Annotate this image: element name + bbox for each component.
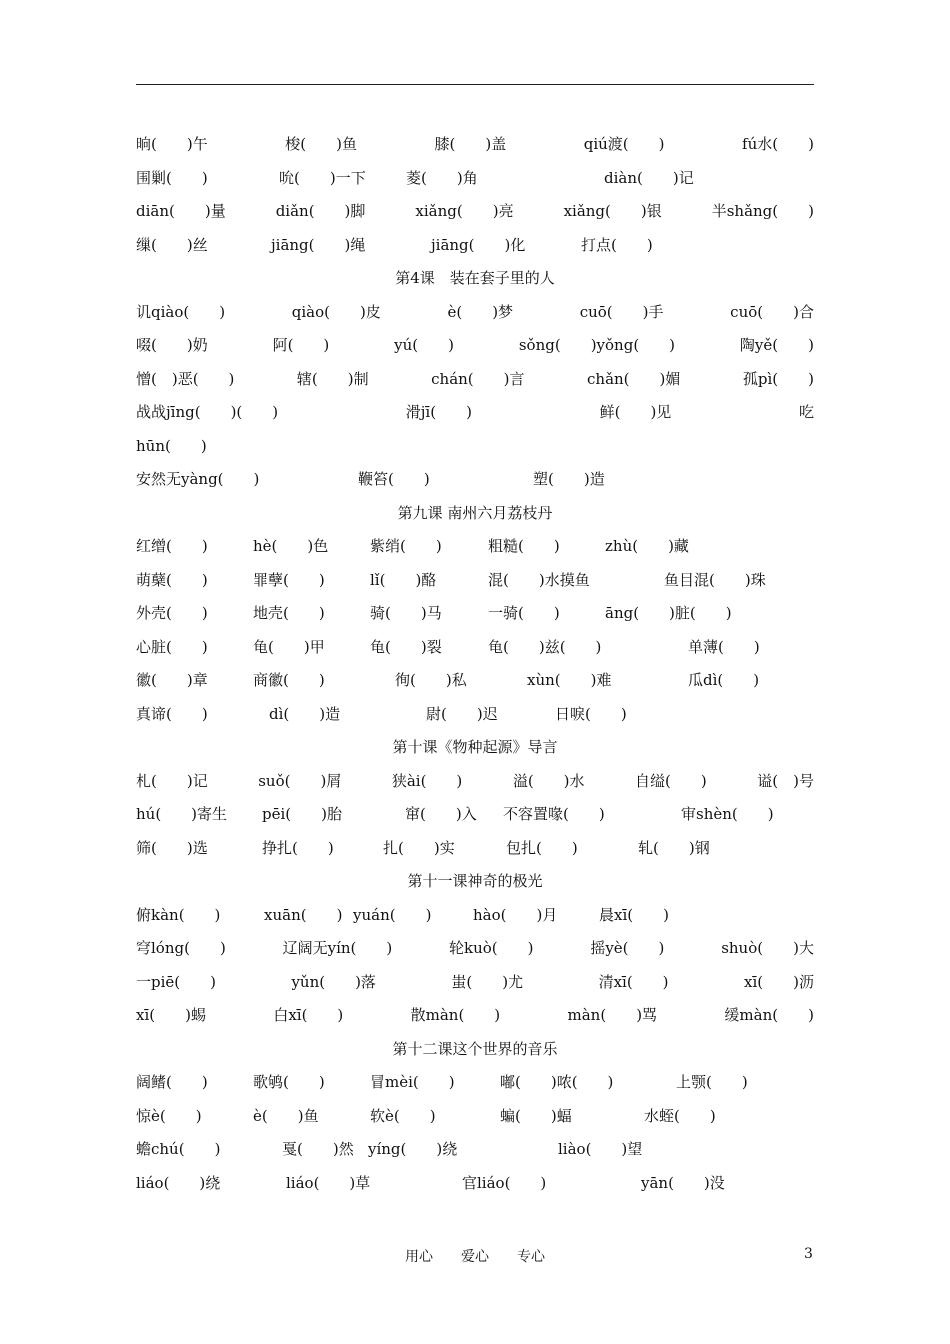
- vocab-row: [136, 1100, 814, 1134]
- vocab-item: 打点( ): [581, 235, 653, 254]
- vocab-item: màn( )骂: [567, 1006, 658, 1024]
- vocab-item: è( )鱼: [253, 1106, 319, 1125]
- vocab-item: liào( )望: [558, 1140, 643, 1158]
- vocab-item: 嘟( )哝( ): [500, 1073, 614, 1091]
- vocab-row: [136, 564, 814, 598]
- vocab-item: sǒng( )yǒng( ): [518, 336, 676, 354]
- vocab-item: fú水( ): [742, 135, 814, 153]
- vocab-item: 谥( )号: [757, 771, 814, 790]
- vocab-item: 龟( )裂: [370, 637, 442, 656]
- vocab-item: 围剿( ): [136, 168, 208, 187]
- vocab-item: zhù( )藏: [605, 537, 689, 555]
- vocab-item: 菱( )角: [406, 168, 478, 187]
- vocab-item: 地壳( ): [253, 604, 325, 622]
- vocab-item: 鞭笞( ): [358, 470, 430, 488]
- vocab-item: 啜( )奶: [136, 336, 208, 354]
- vocab-item: hào( )月: [473, 905, 558, 924]
- vocab-item: chán( )言: [431, 369, 525, 388]
- vocab-item: 战战jīng( )( ): [136, 403, 279, 421]
- vocab-item: diàn( )记: [604, 168, 694, 187]
- vocab-item: 溢( )水: [512, 771, 585, 790]
- vocab-item: 瓜dì( ): [688, 671, 760, 689]
- header-rule: [136, 84, 814, 85]
- vocab-item: xùn( )难: [527, 671, 612, 689]
- vocab-item: 轮kuò( ): [449, 939, 534, 957]
- vocab-row: [136, 999, 814, 1033]
- vocab-item: 歌鸲( ): [253, 1073, 325, 1091]
- vocab-item: 蟾chú( ): [136, 1140, 221, 1158]
- lesson-heading: 第十课《物种起源》导言: [392, 738, 558, 756]
- vocab-item: 孤pì( ): [742, 369, 814, 388]
- lesson-heading: 第十一课神奇的极光: [407, 872, 543, 890]
- vocab-item: 札( )记: [136, 771, 208, 790]
- vocab-item: jiāng( )绳: [271, 235, 366, 254]
- vocab-item: 挣扎( ): [262, 838, 334, 857]
- vocab-row: [136, 296, 814, 330]
- vocab-item: 红缯( ): [136, 537, 208, 555]
- vocab-item: 摇yè( ): [590, 939, 665, 957]
- vocab-item: 上颚( ): [676, 1073, 748, 1091]
- vocab-row: [136, 1167, 814, 1201]
- vocab-item: 龟( )兹( ): [488, 637, 602, 656]
- vocab-item: è( )梦: [447, 302, 514, 321]
- vocab-item: 讥qiào( ): [136, 302, 226, 321]
- vocab-item: 单薄( ): [688, 637, 760, 656]
- vocab-row: [136, 631, 814, 665]
- vocab-item: suǒ( )屑: [258, 771, 342, 790]
- vocab-item: 吃: [798, 403, 814, 421]
- vocab-item: 尉( )迟: [426, 704, 498, 723]
- vocab-item: 混( )水摸鱼: [488, 570, 590, 589]
- vocab-item: 辽阔无yín( ): [282, 939, 393, 957]
- vocab-item: 梭( )鱼: [285, 135, 357, 153]
- vocab-item: shuò( )大: [721, 939, 814, 957]
- vocab-row: [136, 430, 814, 464]
- vocab-item: yān( )没: [641, 1173, 725, 1192]
- vocab-item: 缫( )丝: [136, 235, 208, 254]
- vocab-item: 粗糙( ): [488, 537, 560, 555]
- vocab-row: [136, 530, 814, 564]
- vocab-row: [136, 966, 814, 1000]
- vocab-row: [136, 1066, 814, 1100]
- vocab-item: 不容置喙( ): [503, 805, 605, 823]
- vocab-item: xī( )沥: [743, 972, 814, 991]
- vocab-item: 阿( ): [272, 336, 330, 354]
- vocab-item: 蝙( )蝠: [500, 1106, 572, 1125]
- vocab-item: xiǎng( )银: [563, 202, 662, 220]
- vocab-item: 窜( )入: [405, 805, 477, 823]
- vocab-row: [136, 765, 814, 799]
- vocab-item: 萌蘖( ): [136, 570, 208, 589]
- vocab-item: hūn( ): [136, 436, 207, 455]
- vocab-row: [136, 128, 814, 162]
- vocab-item: 戛( )然: [282, 1140, 354, 1158]
- vocab-item: 商徽( ): [253, 671, 325, 689]
- vocab-item: 穹lóng( ): [136, 939, 226, 957]
- vocab-item: cuō( )手: [579, 302, 664, 321]
- vocab-item: 扎( )实: [383, 838, 455, 857]
- vocab-item: 惊è( ): [136, 1106, 202, 1125]
- footer-motto: 用心 爱心 专心: [405, 1249, 545, 1265]
- lesson-heading: 第4课 装在套子里的人: [395, 269, 555, 287]
- vocab-item: 白xī( ): [273, 1006, 344, 1024]
- vocab-item: 一piē( ): [136, 972, 216, 991]
- vocab-item: yú( ): [394, 336, 454, 354]
- page-number: 3: [804, 1246, 813, 1262]
- lesson-heading: 第十二课这个世界的音乐: [392, 1039, 558, 1058]
- vocab-item: 心脏( ): [136, 637, 208, 656]
- vocab-item: 徇( )私: [395, 671, 467, 689]
- vocab-item: qiú渡( ): [583, 135, 665, 153]
- vocab-item: 辖( )制: [296, 369, 369, 388]
- vocab-item: 真谛( ): [136, 704, 208, 723]
- vocab-item: 塑( )造: [533, 470, 605, 488]
- vocab-item: 安然无yàng( ): [136, 470, 260, 488]
- vocab-row: [136, 195, 814, 229]
- vocab-item: xiǎng( )亮: [415, 202, 514, 220]
- vocab-row: [136, 698, 814, 732]
- vocab-row: [136, 162, 814, 196]
- vocab-item: xī( )蜴: [136, 1006, 206, 1024]
- vocab-item: 半shǎng( ): [711, 202, 814, 220]
- vocab-item: 冒mèi( ): [370, 1073, 455, 1091]
- vocab-item: qiào( )皮: [291, 302, 381, 321]
- vocab-item: 轧( )钢: [638, 838, 710, 857]
- vocab-row: [136, 363, 814, 397]
- vocab-item: 蚩( )尤: [451, 972, 524, 991]
- vocab-item: 陶yě( ): [739, 336, 814, 354]
- vocab-item: 憎( )恶( ): [136, 369, 235, 388]
- vocab-item: 鱼目混( )珠: [664, 570, 766, 589]
- vocab-item: cuō( )合: [730, 302, 814, 321]
- vocab-item: 外壳( ): [136, 604, 208, 622]
- vocab-row: [136, 396, 814, 430]
- vocab-item: 狭ài( ): [391, 771, 463, 790]
- vocab-item: 审shèn( ): [681, 805, 774, 823]
- vocab-item: liáo( )草: [286, 1173, 371, 1192]
- vocab-row: [136, 664, 814, 698]
- vocab-item: 包扎( ): [506, 838, 578, 857]
- vocab-item: 晌( )午: [136, 135, 208, 153]
- vocab-item: pēi( )胎: [262, 805, 342, 823]
- vocab-item: 软è( ): [370, 1106, 436, 1125]
- vocab-item: liáo( )绕: [136, 1173, 221, 1192]
- vocab-item: 膝( )盖: [434, 135, 507, 153]
- vocab-item: yuán( ): [353, 905, 432, 924]
- vocab-item: hú( )寄生: [136, 805, 228, 823]
- vocab-row: [136, 229, 814, 263]
- vocab-item: lǐ( )酪: [370, 570, 437, 589]
- vocab-item: 吮( )一下: [279, 168, 366, 187]
- vocab-item: 徽( )章: [136, 671, 208, 689]
- vocab-row: [136, 899, 814, 933]
- vocab-row: [136, 597, 814, 631]
- vocab-item: 滑jī( ): [405, 403, 472, 421]
- vocab-item: 阔鳍( ): [136, 1073, 208, 1091]
- vocab-row: [136, 329, 814, 363]
- vocab-item: 鲜( )见: [599, 403, 672, 421]
- lesson-heading: 第九课 南州六月荔枝丹: [397, 503, 553, 522]
- vocab-item: hè( )色: [253, 537, 329, 555]
- vocab-row: [136, 463, 814, 497]
- vocab-item: 罪孽( ): [253, 570, 325, 589]
- vocab-item: āng( )脏( ): [605, 604, 732, 622]
- vocab-item: 日唳( ): [555, 704, 627, 723]
- vocab-item: chǎn( )媚: [587, 369, 681, 388]
- vocab-row: [136, 832, 814, 866]
- vocab-item: jiāng( )化: [431, 235, 526, 254]
- vocab-item: 水蛭( ): [644, 1106, 716, 1125]
- vocab-item: 缓màn( ): [724, 1006, 814, 1024]
- vocab-item: diān( )量: [136, 202, 226, 220]
- vocab-item: diǎn( )脚: [275, 202, 366, 220]
- vocab-item: xuān( ): [264, 905, 343, 924]
- vocab-row: [136, 798, 814, 832]
- vocab-item: 散màn( ): [410, 1006, 501, 1024]
- vocab-item: 龟( )甲: [253, 637, 325, 656]
- vocab-item: 清xī( ): [598, 972, 669, 991]
- vocab-item: dì( )造: [269, 704, 341, 723]
- vocab-item: 紫绡( ): [370, 537, 442, 555]
- vocab-row: [136, 932, 814, 966]
- vocab-item: 自缢( ): [635, 771, 707, 790]
- vocab-item: yíng( )绕: [368, 1140, 458, 1158]
- vocab-item: 骑( )马: [370, 604, 442, 622]
- vocab-item: 筛( )选: [136, 838, 208, 857]
- vocab-item: 晨xī( ): [599, 905, 669, 924]
- vocab-item: 俯kàn( ): [136, 905, 221, 924]
- vocab-item: 官liáo( ): [462, 1173, 547, 1192]
- vocabulary-content: [136, 128, 814, 1200]
- vocab-item: yǔn( )落: [291, 972, 376, 991]
- vocab-item: 一骑( ): [488, 604, 560, 622]
- vocab-row: [136, 1133, 814, 1167]
